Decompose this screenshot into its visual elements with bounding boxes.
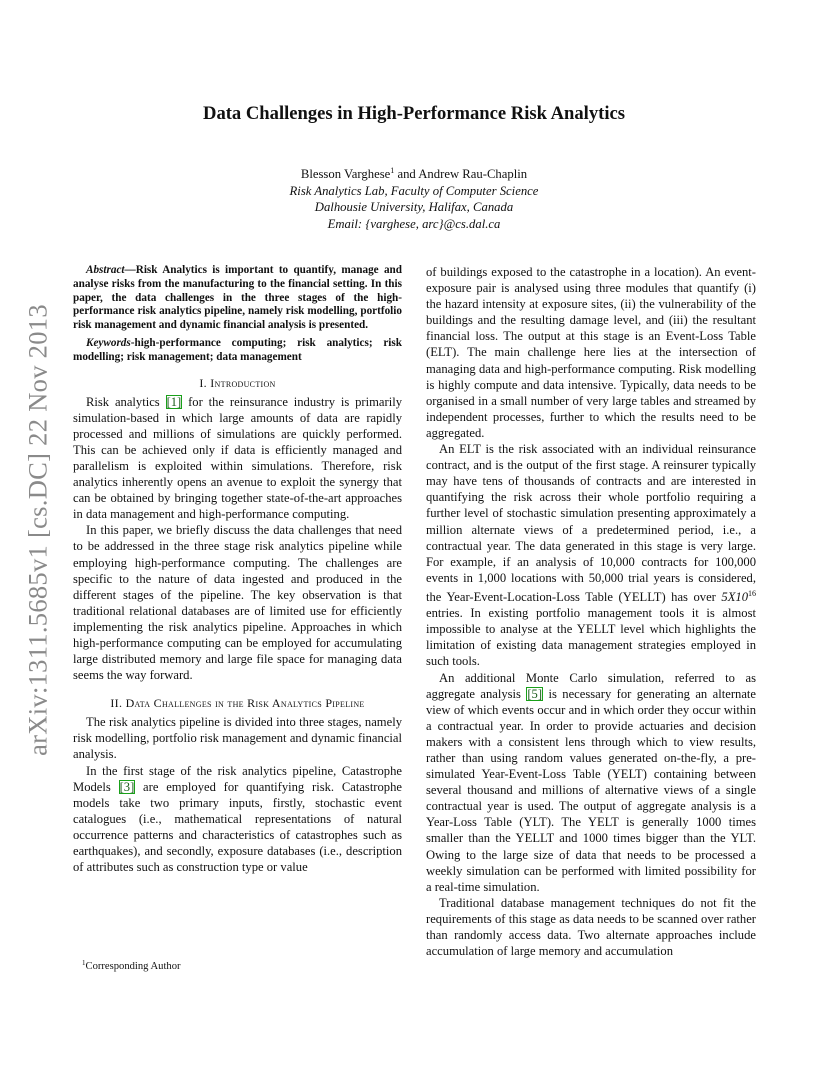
text-run: An ELT is the risk associated with an individual reinsurance contract, and is the output of the first stage. A reinsurer typically may have tens of thousands of contracts and are interested in quantifying the risk across their whole portfolio requiring a further level of stochastic simulation presenting approximately a million alternate views of a predetermined period, i.e., a contractual year. The data generated in this stage is very large. For example, if an analysis of 10,000 contracts for 100,000 events in 1,000 locations with 50,000 trial years is considered, the Year-Event-Location-Loss Table (YELLT) has over (426, 442, 756, 605)
right-paragraph-4: Traditional database management techniques do not fit the requirements of this stage as data needs to be scanned over rather than randomly access data. Two alternate approaches include accumulation of large memory and accumulation (426, 895, 756, 959)
text-run: An additional Monte Carlo simulation, referred to as aggregate analysis (426, 670, 756, 701)
author-block (0, 166, 828, 232)
footnote-text: Corresponding Author (85, 961, 181, 972)
keywords-lead: Keywords (86, 336, 131, 349)
author-1: Blesson Varghese (300, 167, 391, 181)
right-paragraph-3 (426, 670, 756, 895)
text-run: In the first stage of the risk analytics pipeline, Catastrophe Models (73, 763, 402, 794)
math-exponent: 16 (748, 588, 756, 598)
abstract-text: —Risk Analytics is important to quantify, manage and analyse risks from the manufacturing to the financial setting. In this paper, the data challenges in the three stages of the high-performance risk analytics pipeline, namely risk modelling, portfolio risk management and dynamic financial analysis is presented. (73, 264, 402, 332)
citation-link-1[interactable]: [1] (166, 394, 182, 409)
citation-link-3[interactable]: [3] (119, 779, 135, 794)
author-footnote-mark: 1 (390, 166, 395, 175)
author-names (0, 166, 828, 183)
affiliation-line-2: Dalhousie University, Halifax, Canada (314, 200, 514, 215)
abstract-lead: Abstract (86, 264, 125, 276)
intro-paragraph-2: In this paper, we briefly discuss the data challenges that need to be addressed in the three stage risk analytics pipeline while employing high-performance computing. The challenges are specific to the nature of data ingested and produced in the different stages of the pipeline. The key observation is that traditional relational databases are of limited use for efficiently implementing the risk analytics pipeline. Approaches in which high-performance computing can be employed for accumulating large distributed memory and large file space for managing data seems the way forward. (73, 523, 402, 683)
author-2: and Andrew Rau-Chaplin (394, 167, 528, 181)
footnote-mark: 1 (82, 959, 86, 967)
right-column (426, 264, 756, 959)
affiliation-line-1: Risk Analytics Lab, Faculty of Computer Science (289, 183, 539, 198)
text-run: Risk analytics (86, 394, 166, 409)
section-heading-data-challenges: II. Data Challenges in the Risk Analytics Pipeline (110, 696, 365, 711)
text-run: are employed for quantifying risk. Catastrophe models take two primary inputs, firstly, stochastic event catalogues (i.e., mathematical representations of natural occurrence patterns and characteristics of catastrophes such as earthquakes), and secondly, exposure databases (i.e., description of attributes such as construction type or value (73, 779, 402, 875)
arxiv-stamp-text: arXiv:1311.5685v1 [cs.DC] 22 Nov 2013 (22, 304, 53, 756)
right-paragraph-2 (426, 441, 756, 670)
sec2-paragraph-1: The risk analytics pipeline is divided into three stages, namely risk modelling, portfolio risk management and dynamic financial analysis. (73, 715, 402, 762)
paper-title: Data Challenges in High-Performance Risk Analytics (203, 103, 625, 124)
abstract (73, 264, 402, 333)
text-run: for the reinsurance industry is primarily simulation-based in which large amounts of data are rapidly processed and millions of simulations are quickly performed. This can be achieved only if data is efficiently managed and parallelism is exploited within simulations. Therefore, risk analytics inherently opens an avenue to exploit the synergy that can be obtained by bringing together state-of-the-art approaches in data management and high-performance computing. (73, 394, 402, 522)
text-run: entries. In existing portfolio management tools it is almost impossible to analyse at the YELLT level which highlights the limitation of existing data management strategies employed in such tools. (426, 606, 756, 669)
footnote (82, 961, 181, 972)
math-expression: 5X10 (721, 590, 748, 605)
keywords-text: -high-performance computing; risk analytics; risk modelling; risk management; data management (73, 336, 402, 363)
author-email: Email: {varghese, arc}@cs.dal.ca (327, 216, 501, 231)
sec2-paragraph-2 (73, 763, 402, 876)
citation-link-5[interactable]: [5] (527, 686, 543, 701)
intro-paragraph-1 (73, 394, 402, 523)
right-paragraph-1: of buildings exposed to the catastrophe in a location). An event-exposure pair is analysed using three modules that quantify (i) the hazard intensity at exposure sites, (ii) the vulnerability of the buildings and the resulting damage level, and (iii) the resultant financial loss. The output at this stage is an Event-Loss Table (ELT). The main challenge here lies at the intersection of managing data and high-performance computing. Risk modelling is highly compute and data intensive. Typically, data needs to be organised in a small number of very large tables and streamed by independent processes, further to which the results need to be aggregated. (426, 265, 756, 440)
section-heading-introduction: I. Introduction (199, 375, 276, 390)
text-run: is necessary for generating an alternate view of which events occur and in which order they occur within a contractual year. In order to provide actuaries and decision makers with a consistent lens through which to view results, rather than using random values generated on-the-fly, a pre-simulated Year-Event-Loss Table (YELT) containing between several thousand and millions of alternative views of a single contractual year is used. The output of aggregate analysis is a Year-Loss Table (YLT). The YELT is generally 1000 times smaller than the YELLT and 1000 times bigger than the YLT. Owing to the large size of data that needs to be processed a weekly simulation can be performed with limited possibility for a real-time simulation. (426, 686, 756, 894)
left-column (73, 264, 402, 875)
keywords (73, 337, 402, 365)
